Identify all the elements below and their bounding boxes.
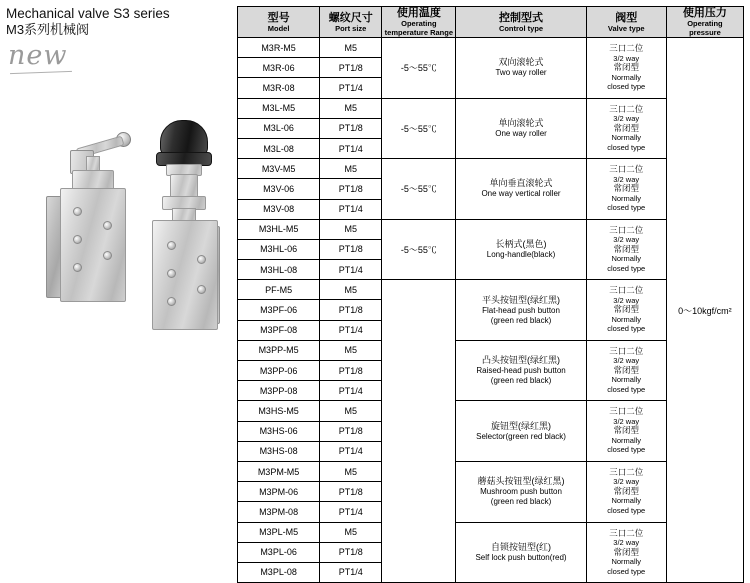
cell-valve-type: 三口二位 3/2 way 常闭型 Normally closed type [586, 38, 666, 99]
cell-valve-type: 三口二位 3/2 way 常闭型 Normally closed type [586, 98, 666, 159]
cell-port-size: PT1/4 [320, 260, 382, 280]
cell-port-size: M5 [320, 340, 382, 360]
port-hole-icon [167, 269, 176, 278]
cell-model: M3HS-M5 [238, 401, 320, 421]
cell-model: M3R-08 [238, 78, 320, 98]
header-control-type-cn: 控制型式 [499, 11, 544, 24]
cell-control-type: 平头按钮型(绿红黑) Flat-head push button (green red black) [456, 280, 586, 341]
cell-port-size: PT1/4 [320, 199, 382, 219]
cell-port-size: M5 [320, 38, 382, 58]
cell-temperature: -5～55℃ [382, 219, 456, 280]
cell-valve-type: 三口二位 3/2 way 常闭型 Normally closed type [586, 340, 666, 401]
left-illustration-panel [0, 0, 235, 450]
cell-model: M3HL-08 [238, 260, 320, 280]
cell-control-type: 单向垂直滚轮式 One way vertical roller [456, 159, 586, 220]
roller-lever-valve-image [46, 130, 138, 305]
cell-model: M3PM-08 [238, 502, 320, 522]
header-model-en: Model [267, 23, 290, 33]
page-title-cn: M3系列机械阀 [6, 22, 90, 37]
header-pressure-en2: pressure [689, 28, 721, 37]
port-hole-icon [73, 235, 82, 244]
new-badge: new [8, 40, 68, 71]
table-row [238, 38, 744, 58]
cell-model: M3V-08 [238, 199, 320, 219]
header-temperature-cn: 使用温度 [396, 7, 441, 19]
table-header-row [238, 7, 744, 38]
cell-control-type: 长柄式(黑色) Long-handle(black) [456, 219, 586, 280]
cell-temperature [382, 280, 456, 583]
cell-port-size: M5 [320, 461, 382, 481]
cell-valve-type: 三口二位 3/2 way 常闭型 Normally closed type [586, 280, 666, 341]
cell-model: M3L-06 [238, 118, 320, 138]
title-block [6, 6, 230, 38]
port-hole-icon [167, 297, 176, 306]
port-hole-icon [197, 285, 206, 294]
header-valve-type-cn: 阀型 [615, 11, 638, 24]
header-control-type-en: Control type [498, 23, 544, 33]
mushroom-knob [160, 120, 208, 156]
specification-table [237, 6, 744, 583]
cell-port-size: PT1/8 [320, 118, 382, 138]
header-pressure-cn: 使用压力 [682, 7, 727, 19]
header-valve-type-en: Valve type [607, 23, 645, 33]
cell-model: M3HL-06 [238, 239, 320, 259]
cell-port-size: M5 [320, 219, 382, 239]
cell-model: M3PF-06 [238, 300, 320, 320]
cell-control-type: 蘑菇头按钮型(绿红黑) Mushroom push button (green red black) [456, 461, 586, 522]
cell-model: M3R-M5 [238, 38, 320, 58]
header-port-size-en: Port size [335, 23, 367, 33]
cell-port-size: PT1/8 [320, 179, 382, 199]
cell-model: M3V-06 [238, 179, 320, 199]
cell-model: M3PP-M5 [238, 340, 320, 360]
cell-model: M3HL-M5 [238, 219, 320, 239]
cell-port-size: PT1/8 [320, 300, 382, 320]
port-hole-icon [197, 255, 206, 264]
table-body [238, 38, 744, 583]
cell-temperature: -5～55℃ [382, 98, 456, 159]
header-model [238, 7, 320, 38]
cell-model: M3PL-08 [238, 562, 320, 582]
cell-valve-type: 三口二位 3/2 way 常闭型 Normally closed type [586, 159, 666, 220]
cell-port-size: M5 [320, 280, 382, 300]
port-hole-icon [103, 221, 112, 230]
port-hole-icon [167, 241, 176, 250]
valve-body [152, 220, 218, 330]
header-pressure [666, 7, 743, 38]
cell-port-size: PT1/4 [320, 320, 382, 340]
cell-port-size: PT1/4 [320, 78, 382, 98]
cell-valve-type: 三口二位 3/2 way 常闭型 Normally closed type [586, 522, 666, 583]
header-pressure-en1: Operating [687, 19, 723, 28]
cell-model: M3L-08 [238, 138, 320, 158]
cell-model: M3R-06 [238, 58, 320, 78]
header-valve-type [586, 7, 666, 38]
cell-temperature: -5～55℃ [382, 159, 456, 220]
cell-port-size: PT1/8 [320, 58, 382, 78]
cell-model: PF-M5 [238, 280, 320, 300]
cell-port-size: PT1/4 [320, 502, 382, 522]
cell-control-type: 凸头按钮型(绿红黑) Raised-head push button (green red black) [456, 340, 586, 401]
specification-table-wrapper [237, 6, 744, 578]
cell-model: M3PM-M5 [238, 461, 320, 481]
cell-model: M3HS-06 [238, 421, 320, 441]
cell-port-size: M5 [320, 159, 382, 179]
cell-control-type: 单向滚轮式 One way roller [456, 98, 586, 159]
header-port-size-cn: 螺纹尺寸 [328, 11, 373, 24]
port-hole-icon [73, 263, 82, 272]
valve-body [60, 188, 126, 302]
header-temperature [382, 7, 456, 38]
cell-port-size: PT1/4 [320, 138, 382, 158]
cell-port-size: PT1/8 [320, 361, 382, 381]
cell-control-type: 双向滚轮式 Two way roller [456, 38, 586, 99]
cell-model: M3PP-06 [238, 361, 320, 381]
cell-model: M3PL-06 [238, 542, 320, 562]
cell-port-size: PT1/8 [320, 421, 382, 441]
cell-port-size: M5 [320, 522, 382, 542]
cell-port-size: PT1/8 [320, 239, 382, 259]
cell-port-size: M5 [320, 98, 382, 118]
cell-port-size: PT1/8 [320, 482, 382, 502]
cell-control-type: 自锁按钮型(红) Self lock push button(red) [456, 522, 586, 583]
header-temperature-en2: temperature Range [384, 28, 454, 37]
cell-model: M3HS-08 [238, 441, 320, 461]
cell-valve-type: 三口二位 3/2 way 常闭型 Normally closed type [586, 219, 666, 280]
page-title-en: Mechanical valve S3 series [6, 6, 170, 21]
cell-valve-type: 三口二位 3/2 way 常闭型 Normally closed type [586, 401, 666, 462]
cell-model: M3V-M5 [238, 159, 320, 179]
valve-collar [170, 174, 198, 198]
port-hole-icon [103, 251, 112, 260]
cell-pressure: 0～10kgf/cm² [666, 38, 743, 583]
cell-port-size: PT1/4 [320, 441, 382, 461]
header-port-size [320, 7, 382, 38]
cell-port-size: PT1/4 [320, 381, 382, 401]
header-model-cn: 型号 [267, 11, 290, 24]
new-badge-underline [10, 71, 72, 74]
cell-port-size: PT1/8 [320, 542, 382, 562]
cell-port-size: M5 [320, 401, 382, 421]
cell-temperature: -5～55℃ [382, 38, 456, 99]
cell-port-size: PT1/4 [320, 562, 382, 582]
header-temperature-en1: Operating [401, 19, 437, 28]
header-control-type [456, 7, 586, 38]
cell-control-type: 旋钮型(绿红黑) Selector(green red black) [456, 401, 586, 462]
cell-model: M3PF-08 [238, 320, 320, 340]
cell-model: M3PL-M5 [238, 522, 320, 542]
cell-model: M3PM-06 [238, 482, 320, 502]
mushroom-push-button-valve-image [140, 120, 232, 335]
cell-model: M3PP-08 [238, 381, 320, 401]
port-hole-icon [73, 207, 82, 216]
cell-valve-type: 三口二位 3/2 way 常闭型 Normally closed type [586, 461, 666, 522]
cell-model: M3L-M5 [238, 98, 320, 118]
